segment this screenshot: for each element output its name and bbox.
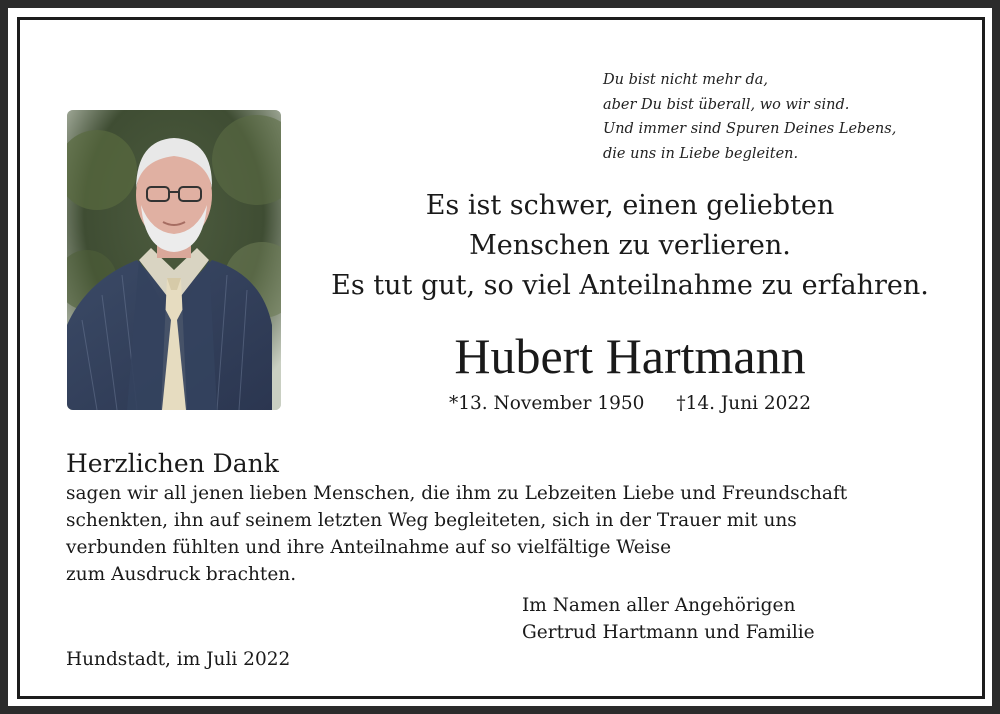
thanks-title: Herzlichen Dank xyxy=(66,449,279,478)
thanks-line: sagen wir all jenen lieben Menschen, die ihm zu Lebzeiten Liebe und Freundschaft xyxy=(66,483,848,504)
poem-line: Und immer sind Spuren Deines Lebens, xyxy=(603,121,897,137)
place-date: Hundstadt, im Juli 2022 xyxy=(66,649,291,670)
deceased-name: Hubert Hartmann xyxy=(454,328,806,384)
headline-line: Es tut gut, so viel Anteilnahme zu erfahren. xyxy=(331,270,929,301)
signature-line: Im Namen aller Angehörigen xyxy=(522,595,796,616)
headline xyxy=(290,186,970,306)
signature xyxy=(522,592,815,646)
thanks-line: zum Ausdruck brachten. xyxy=(66,564,297,585)
headline-line: Es ist schwer, einen geliebten xyxy=(425,190,835,221)
portrait-photo xyxy=(67,110,281,410)
headline-line: Menschen zu verlieren. xyxy=(469,230,791,261)
poem-line: die uns in Liebe begleiten. xyxy=(603,145,799,162)
thanks-line: schenkten, ihn auf seinem letzten Weg begleiteten, sich in der Trauer mit uns xyxy=(66,510,797,531)
thanks-text xyxy=(66,480,966,588)
notice-border xyxy=(17,17,985,699)
notice-paper xyxy=(8,8,992,706)
poem-line: aber Du bist überall, wo wir sind. xyxy=(603,96,850,113)
life-dates xyxy=(290,391,970,417)
death-date: †14. Juni 2022 xyxy=(676,393,811,414)
thanks-line: verbunden fühlten und ihre Anteilnahme auf so vielfältige Weise xyxy=(66,537,672,558)
birth-date: *13. November 1950 xyxy=(449,393,645,414)
signature-line: Gertrud Hartmann und Familie xyxy=(522,622,815,643)
poem xyxy=(603,68,896,166)
portrait-illustration xyxy=(67,110,281,410)
poem-line: Du bist nicht mehr da, xyxy=(603,72,768,88)
